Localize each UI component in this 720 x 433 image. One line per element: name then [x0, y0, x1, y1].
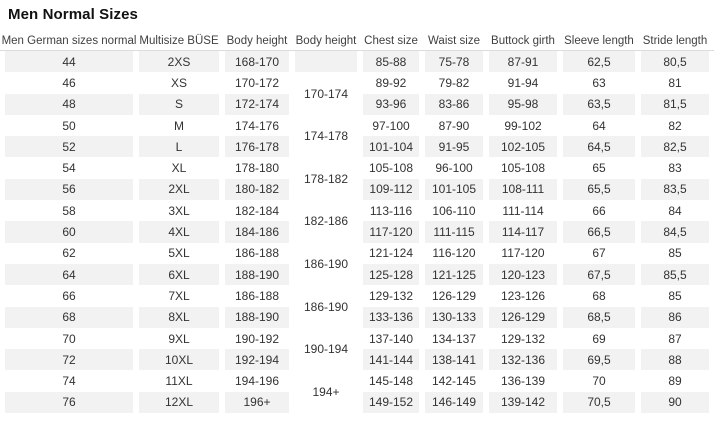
- column-header: Multisize BÜSE: [139, 35, 219, 47]
- table-cell: 130-133: [425, 307, 483, 328]
- table-cell: 7XL: [139, 285, 219, 306]
- table-cell: 89-92: [363, 72, 419, 93]
- table-cell: 65: [563, 157, 635, 178]
- table-cell: 106-110: [425, 200, 483, 221]
- table-cell: 190-192: [225, 328, 289, 349]
- table-cell: 85-88: [363, 51, 419, 72]
- table-cell: 111-114: [489, 200, 557, 221]
- table-cell: L: [139, 136, 219, 157]
- table-cell: 75-78: [425, 51, 483, 72]
- table-cell: 194-196: [225, 370, 289, 391]
- table-cell: 10XL: [139, 349, 219, 370]
- table-cell: 81,5: [641, 94, 709, 115]
- table-cell: 176-178: [225, 136, 289, 157]
- table-cell: 105-108: [363, 157, 419, 178]
- table-cell: 83,5: [641, 179, 709, 200]
- table-cell: 123-126: [489, 285, 557, 306]
- table-cell: 90: [641, 392, 709, 413]
- table-cell: 87: [641, 328, 709, 349]
- table-cell: S: [139, 94, 219, 115]
- table-cell: 72: [5, 349, 133, 370]
- table-cell: 113-116: [363, 200, 419, 221]
- table-cell: 85,5: [641, 264, 709, 285]
- table-cell: 2XL: [139, 179, 219, 200]
- table-cell: 129-132: [489, 328, 557, 349]
- table-cell: 126-129: [489, 307, 557, 328]
- table-cell: 178-180: [225, 157, 289, 178]
- table-cell: 87-91: [489, 51, 557, 72]
- table-cell: 70,5: [563, 392, 635, 413]
- table-cell: 6XL: [139, 264, 219, 285]
- table-cell: M: [139, 115, 219, 136]
- table-cell: XL: [139, 157, 219, 178]
- page-title: Men Normal Sizes: [8, 6, 138, 23]
- body-height-group-cell: 174-178: [295, 115, 357, 158]
- table-cell: 68,5: [563, 307, 635, 328]
- column-header: Body height: [295, 35, 357, 47]
- table-cell: 64,5: [563, 136, 635, 157]
- body-height-group-cell: 186-190: [295, 243, 357, 286]
- table-cell: 81: [641, 72, 709, 93]
- table-cell: 85: [641, 285, 709, 306]
- table-cell: 136-139: [489, 370, 557, 391]
- table-cell: 4XL: [139, 221, 219, 242]
- table-cell: 83: [641, 157, 709, 178]
- table-cell: 186-188: [225, 285, 289, 306]
- table-cell: 186-188: [225, 243, 289, 264]
- table-cell: 5XL: [139, 243, 219, 264]
- table-cell: 68: [5, 307, 133, 328]
- table-cell: 102-105: [489, 136, 557, 157]
- table-cell: 116-120: [425, 243, 483, 264]
- body-height-group-cell: [295, 51, 357, 72]
- table-cell: 12XL: [139, 392, 219, 413]
- table-cell: 56: [5, 179, 133, 200]
- table-cell: 65,5: [563, 179, 635, 200]
- table-cell: 99-102: [489, 115, 557, 136]
- table-cell: 8XL: [139, 307, 219, 328]
- table-cell: 196+: [225, 392, 289, 413]
- table-cell: 139-142: [489, 392, 557, 413]
- table-cell: 84: [641, 200, 709, 221]
- table-cell: 192-194: [225, 349, 289, 370]
- table-cell: 126-129: [425, 285, 483, 306]
- table-cell: 95-98: [489, 94, 557, 115]
- table-cell: 117-120: [489, 243, 557, 264]
- table-cell: 63: [563, 72, 635, 93]
- table-cell: 80,5: [641, 51, 709, 72]
- body-height-group-cell: 170-174: [295, 72, 357, 115]
- table-cell: 142-145: [425, 370, 483, 391]
- size-table: [1, 31, 709, 413]
- column-header: Body height: [226, 35, 288, 47]
- table-cell: 97-100: [363, 115, 419, 136]
- table-cell: 121-125: [425, 264, 483, 285]
- table-cell: 66: [563, 200, 635, 221]
- table-cell: 89: [641, 370, 709, 391]
- table-cell: 101-104: [363, 136, 419, 157]
- table-cell: 96-100: [425, 157, 483, 178]
- table-cell: 149-152: [363, 392, 419, 413]
- table-cell: 79-82: [425, 72, 483, 93]
- column-header: Chest size: [364, 35, 418, 47]
- column-header: Buttock girth: [491, 35, 555, 47]
- table-cell: 69: [563, 328, 635, 349]
- table-cell: 91-94: [489, 72, 557, 93]
- table-cell: 111-115: [425, 221, 483, 242]
- table-cell: 52: [5, 136, 133, 157]
- table-cell: 48: [5, 94, 133, 115]
- table-cell: 64: [5, 264, 133, 285]
- table-cell: 66,5: [563, 221, 635, 242]
- table-cell: 74: [5, 370, 133, 391]
- table-cell: 117-120: [363, 221, 419, 242]
- table-cell: 133-136: [363, 307, 419, 328]
- body-height-group-cell: 194+: [295, 370, 357, 413]
- table-cell: 121-124: [363, 243, 419, 264]
- table-cell: 137-140: [363, 328, 419, 349]
- table-cell: 70: [5, 328, 133, 349]
- table-cell: 105-108: [489, 157, 557, 178]
- table-cell: 50: [5, 115, 133, 136]
- table-cell: 68: [563, 285, 635, 306]
- table-cell: 188-190: [225, 307, 289, 328]
- table-cell: 101-105: [425, 179, 483, 200]
- table-cell: 87-90: [425, 115, 483, 136]
- table-cell: 63,5: [563, 94, 635, 115]
- table-cell: 54: [5, 157, 133, 178]
- table-cell: 85: [641, 243, 709, 264]
- body-height-group-cell: 186-190: [295, 285, 357, 328]
- table-cell: 93-96: [363, 94, 419, 115]
- table-cell: 91-95: [425, 136, 483, 157]
- table-cell: 69,5: [563, 349, 635, 370]
- table-cell: 108-111: [489, 179, 557, 200]
- table-cell: 129-132: [363, 285, 419, 306]
- column-header: Waist size: [428, 35, 480, 47]
- table-cell: 84,5: [641, 221, 709, 242]
- table-cell: 46: [5, 72, 133, 93]
- column-header: Sleeve length: [564, 35, 634, 47]
- table-cell: 180-182: [225, 179, 289, 200]
- table-cell: 86: [641, 307, 709, 328]
- column-header: Men German sizes normal: [1, 35, 137, 47]
- table-cell: 134-137: [425, 328, 483, 349]
- table-cell: 168-170: [225, 51, 289, 72]
- table-cell: 58: [5, 200, 133, 221]
- table-cell: 2XS: [139, 51, 219, 72]
- table-cell: 125-128: [363, 264, 419, 285]
- table-cell: 188-190: [225, 264, 289, 285]
- table-cell: 109-112: [363, 179, 419, 200]
- table-cell: 132-136: [489, 349, 557, 370]
- column-header: Stride length: [642, 35, 708, 47]
- body-height-group-cell: 178-182: [295, 157, 357, 200]
- table-cell: 114-117: [489, 221, 557, 242]
- table-cell: 170-172: [225, 72, 289, 93]
- table-cell: 60: [5, 221, 133, 242]
- table-cell: 67,5: [563, 264, 635, 285]
- table-cell: 82,5: [641, 136, 709, 157]
- body-height-group-cell: 190-194: [295, 328, 357, 371]
- table-cell: 182-184: [225, 200, 289, 221]
- table-cell: 64: [563, 115, 635, 136]
- table-cell: 120-123: [489, 264, 557, 285]
- table-cell: 3XL: [139, 200, 219, 221]
- table-cell: XS: [139, 72, 219, 93]
- table-cell: 76: [5, 392, 133, 413]
- table-cell: 62,5: [563, 51, 635, 72]
- table-cell: 66: [5, 285, 133, 306]
- table-cell: 146-149: [425, 392, 483, 413]
- table-cell: 44: [5, 51, 133, 72]
- table-cell: 145-148: [363, 370, 419, 391]
- table-cell: 67: [563, 243, 635, 264]
- table-cell: 174-176: [225, 115, 289, 136]
- table-cell: 70: [563, 370, 635, 391]
- table-cell: 9XL: [139, 328, 219, 349]
- table-cell: 141-144: [363, 349, 419, 370]
- table-cell: 138-141: [425, 349, 483, 370]
- table-cell: 11XL: [139, 370, 219, 391]
- table-cell: 184-186: [225, 221, 289, 242]
- body-height-group-cell: 182-186: [295, 200, 357, 243]
- table-cell: 62: [5, 243, 133, 264]
- table-cell: 82: [641, 115, 709, 136]
- table-cell: 172-174: [225, 94, 289, 115]
- table-cell: 88: [641, 349, 709, 370]
- table-cell: 83-86: [425, 94, 483, 115]
